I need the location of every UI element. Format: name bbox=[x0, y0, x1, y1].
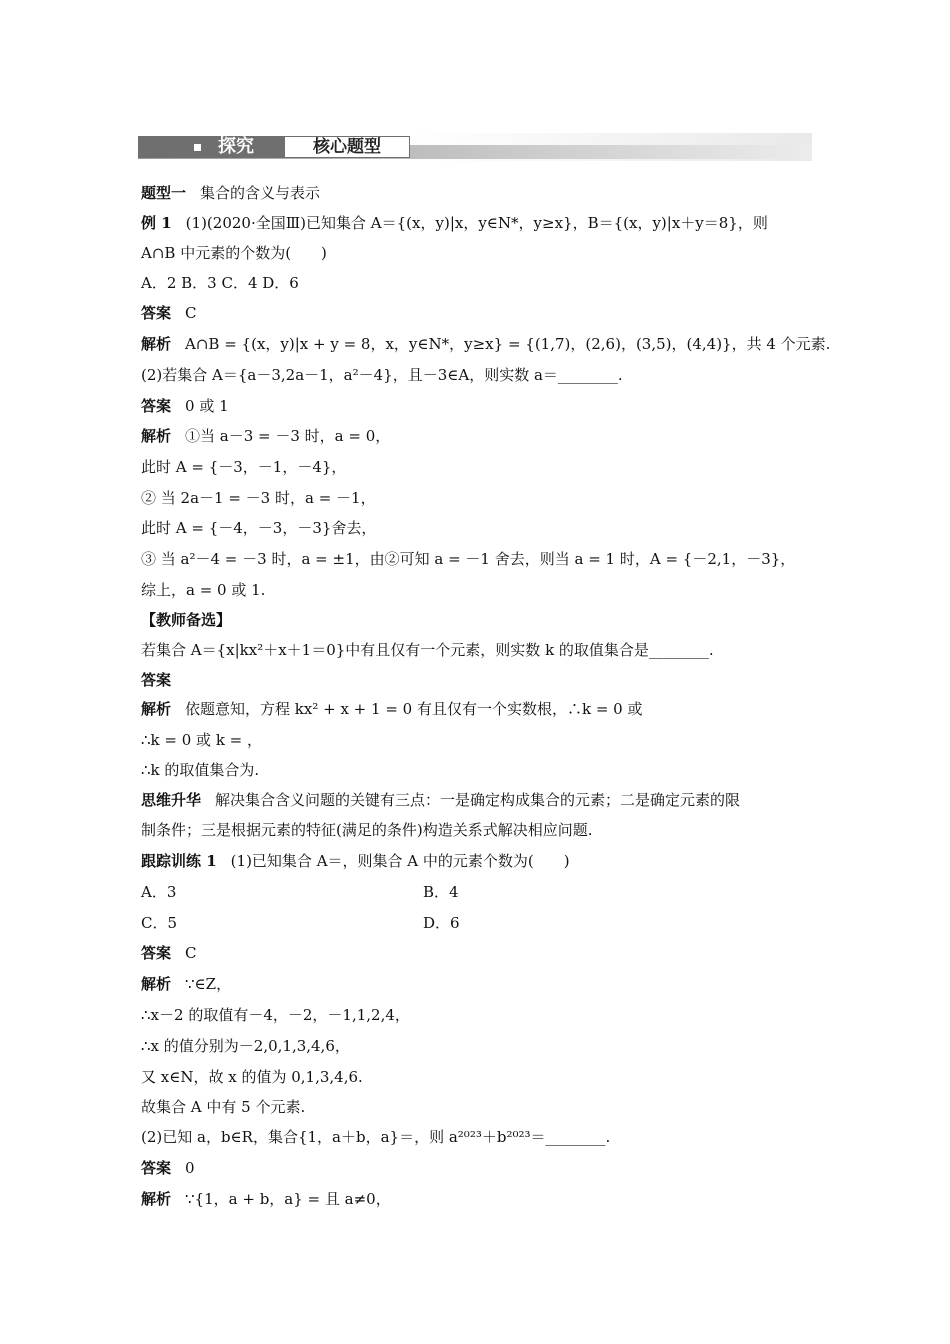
line-text: 此时 A = {－4，－3，－3}舍去， bbox=[141, 519, 377, 537]
line-text: (2)若集合 A＝{a－3,2a－1，a²－4}，且－3∈A，则实数 a＝________. bbox=[141, 366, 623, 384]
line-text: A∩B 中元素的个数为( ) bbox=[141, 244, 327, 262]
text-line bbox=[141, 580, 265, 600]
line-lead: 题型一 bbox=[141, 184, 187, 202]
line-lead: 解析 bbox=[141, 427, 172, 445]
banner-right-label: 核心题型 bbox=[284, 136, 410, 158]
line-text: 制条件；三是根据元素的特征(满足的条件)构造关系式解决相应问题. bbox=[141, 821, 593, 839]
text-line bbox=[141, 183, 320, 203]
text-line bbox=[141, 790, 740, 810]
text-line bbox=[141, 1097, 305, 1117]
text-line bbox=[141, 730, 262, 750]
line-lead: 【教师备选】 bbox=[141, 611, 232, 629]
line-text: A．3 bbox=[141, 883, 177, 901]
line-text: ①当 a－3 = －3 时，a = 0， bbox=[185, 427, 391, 445]
text-line bbox=[141, 549, 795, 569]
text-line bbox=[141, 610, 231, 630]
line-lead: 跟踪训练 1 bbox=[141, 852, 217, 870]
text-line bbox=[141, 213, 768, 233]
line-lead: 答案 bbox=[141, 671, 172, 689]
line-lead: 例 1 bbox=[141, 214, 172, 232]
line-lead: 答案 bbox=[141, 944, 172, 962]
line-lead: 思维升华 bbox=[141, 791, 202, 809]
line-text: ③ 当 a²－4 = －3 时，a = ±1，由②可知 a = －1 舍去，则当 a = 1 时，A = {－2,1，－3}， bbox=[141, 550, 796, 568]
text-line bbox=[141, 518, 376, 538]
line-text: ∴x 的值分别为－2,0,1,3,4,6， bbox=[141, 1037, 350, 1055]
line-text: A∩B = {(x，y)|x + y = 8，x，y∈N*，y≥x} = {(1,7)，(2,6)，(3,5)，(4,4)}，共 4 个元素. bbox=[185, 335, 831, 353]
line-lead: 解析 bbox=[141, 700, 172, 718]
text-line bbox=[141, 1127, 610, 1147]
line-text: 若集合 A＝{x|kx²＋x＋1＝0}中有且仅有一个元素，则实数 k 的取值集合是________. bbox=[141, 641, 714, 659]
text-line bbox=[141, 303, 197, 323]
text-line bbox=[141, 640, 714, 660]
text-line bbox=[141, 1005, 410, 1025]
text-line bbox=[141, 851, 570, 871]
banner-left-label: 探究 bbox=[218, 136, 254, 157]
line-text: 0 或 1 bbox=[185, 397, 229, 415]
line-text: (1)(2020·全国Ⅲ)已知集合 A＝{(x，y)|x，y∈N*，y≥x}，B＝{(x，y)|x＋y＝8}，则 bbox=[185, 214, 768, 232]
text-line bbox=[141, 1067, 363, 1087]
line-text: ∴k 的取值集合为. bbox=[141, 761, 260, 779]
text-line bbox=[141, 243, 327, 263]
line-lead: 答案 bbox=[141, 1159, 172, 1177]
banner-tag-dark bbox=[138, 136, 284, 158]
line-text: 解决集合含义问题的关键有三点：一是确定构成集合的元素；二是确定元素的限 bbox=[215, 791, 741, 809]
text-line bbox=[141, 273, 299, 293]
line-text: ② 当 2a－1 = －3 时，a = －1， bbox=[141, 489, 376, 507]
option-b: B．4 bbox=[423, 883, 459, 901]
square-bullet-icon bbox=[194, 144, 201, 151]
line-text: 集合的含义与表示 bbox=[200, 184, 321, 202]
line-text: 综上，a = 0 或 1. bbox=[141, 581, 266, 599]
text-line bbox=[141, 457, 346, 477]
line-text: (1)已知集合 A＝，则集合 A 中的元素个数为( ) bbox=[230, 852, 570, 870]
line-lead: 解析 bbox=[141, 975, 172, 993]
text-line bbox=[141, 974, 231, 994]
line-text: A．2 B．3 C．4 D．6 bbox=[141, 274, 299, 292]
text-line bbox=[141, 760, 259, 780]
line-text: 故集合 A 中有 5 个元素. bbox=[141, 1098, 306, 1116]
line-text: 又 x∈N，故 x 的值为 0,1,3,4,6. bbox=[141, 1068, 363, 1086]
text-line bbox=[141, 1158, 195, 1178]
text-line bbox=[141, 365, 623, 385]
section-banner bbox=[138, 133, 812, 161]
line-text: C bbox=[185, 304, 197, 322]
text-line bbox=[141, 913, 177, 933]
line-text: 此时 A = {－3，－1，－4}， bbox=[141, 458, 347, 476]
line-text: ∴k = 0 或 k = ， bbox=[141, 731, 263, 749]
text-line bbox=[141, 1189, 391, 1209]
text-line bbox=[141, 943, 197, 963]
text-line bbox=[141, 670, 171, 690]
text-line bbox=[141, 820, 592, 840]
text-line bbox=[141, 426, 390, 446]
text-line bbox=[141, 882, 176, 902]
line-text: ∵{1，a + b，a} = 且 a≠0， bbox=[185, 1190, 391, 1208]
line-text: 0 bbox=[185, 1159, 195, 1177]
line-lead: 答案 bbox=[141, 397, 172, 415]
line-text: C bbox=[185, 944, 197, 962]
text-line bbox=[141, 334, 830, 354]
line-text: ∴x－2 的取值有－4，－2，－1,1,2,4， bbox=[141, 1006, 410, 1024]
text-line bbox=[141, 699, 642, 719]
option-d: D．6 bbox=[423, 914, 460, 932]
line-text: ∵∈Z， bbox=[185, 975, 232, 993]
line-text: (2)已知 a，b∈R，集合{1，a＋b，a}＝，则 a²⁰²³＋b²⁰²³＝________. bbox=[141, 1128, 611, 1146]
text-line bbox=[141, 396, 229, 416]
line-text: C．5 bbox=[141, 914, 178, 932]
line-lead: 解析 bbox=[141, 1190, 172, 1208]
line-text: 依题意知，方程 kx² + x + 1 = 0 有且仅有一个实数根，∴k = 0 或 bbox=[185, 700, 643, 718]
text-line bbox=[141, 488, 376, 508]
line-lead: 答案 bbox=[141, 304, 172, 322]
text-line bbox=[141, 1036, 350, 1056]
line-lead: 解析 bbox=[141, 335, 172, 353]
